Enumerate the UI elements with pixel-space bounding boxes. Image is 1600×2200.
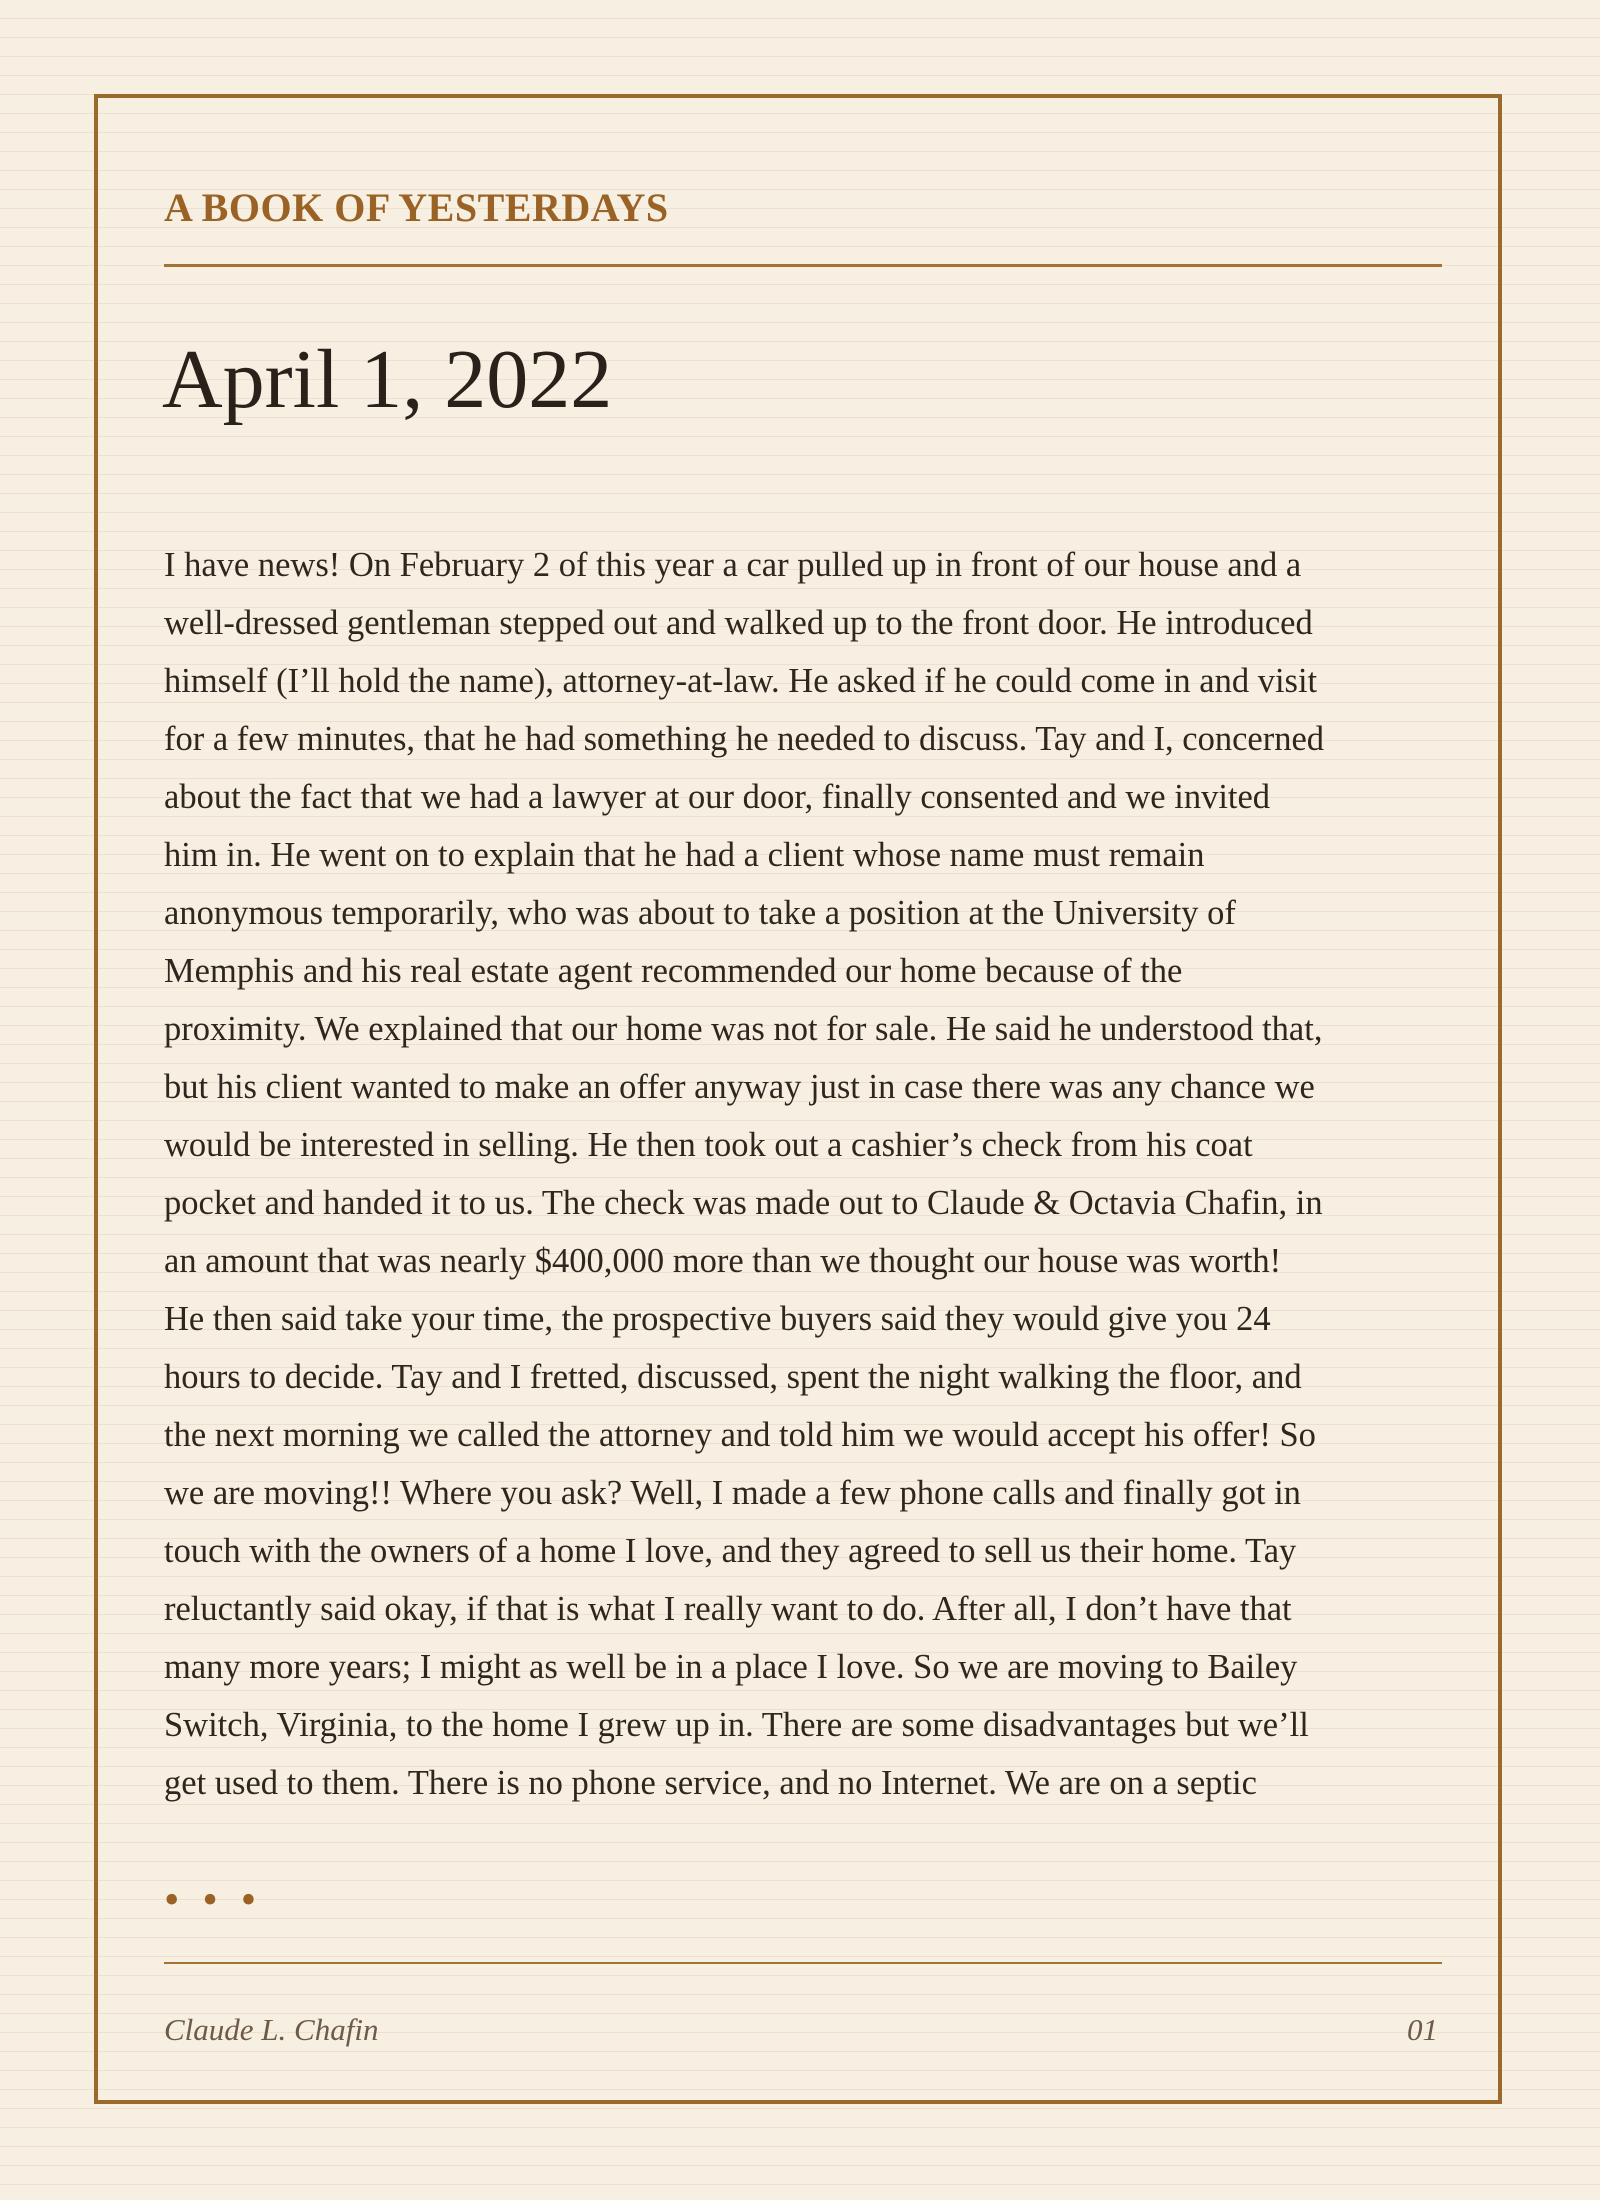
book-title: A BOOK OF YESTERDAYS xyxy=(164,185,669,230)
entry-line: Switch, Virginia, to the home I grew up in. There are some disadvantages but we’ll xyxy=(164,1706,1309,1744)
entry-line: an amount that was nearly $400,000 more than we thought our house was worth! xyxy=(164,1242,1282,1280)
entry-date: April 1, 2022 xyxy=(162,333,613,426)
entry-line: well-dressed gentleman stepped out and walked up to the front door. He introduced xyxy=(164,604,1313,642)
entry-line: get used to them. There is no phone service, and no Internet. We are on a septic xyxy=(164,1764,1257,1802)
entry-body xyxy=(164,536,1454,1812)
entry-line: touch with the owners of a home I love, and they agreed to sell us their home. Tay xyxy=(164,1532,1297,1570)
entry-line: Memphis and his real estate agent recommended our home because of the xyxy=(164,952,1183,990)
entry-line: about the fact that we had a lawyer at our door, finally consented and we invited xyxy=(164,778,1271,816)
entry-line: He then said take your time, the prospective buyers said they would give you 24 xyxy=(164,1300,1271,1338)
entry-line: himself (I’ll hold the name), attorney-at-law. He asked if he could come in and visit xyxy=(164,662,1318,700)
entry-line: anonymous temporarily, who was about to take a position at the University of xyxy=(164,894,1236,932)
entry-line: proximity. We explained that our home was not for sale. He said he understood that, xyxy=(164,1010,1323,1048)
entry-line: I have news! On February 2 of this year a car pulled up in front of our house and a xyxy=(164,546,1302,584)
entry-line: pocket and handed it to us. The check was made out to Claude & Octavia Chafin, in xyxy=(164,1184,1323,1222)
entry-line: the next morning we called the attorney and told him we would accept his offer! So xyxy=(164,1416,1316,1454)
header-divider xyxy=(164,264,1442,267)
entry-line: many more years; I might as well be in a place I love. So we are moving to Bailey xyxy=(164,1648,1298,1686)
footer-divider xyxy=(164,1962,1442,1964)
entry-line: would be interested in selling. He then took out a cashier’s check from his coat xyxy=(164,1126,1253,1164)
entry-line: reluctantly said okay, if that is what I really want to do. After all, I don’t have that xyxy=(164,1590,1292,1628)
page-frame xyxy=(94,94,1502,2104)
entry-line: hours to decide. Tay and I fretted, discussed, spent the night walking the floor, and xyxy=(164,1358,1302,1396)
entry-line: him in. He went on to explain that he had a client whose name must remain xyxy=(164,836,1205,874)
continuation-ellipsis: • • • xyxy=(164,1875,263,1924)
page-number: 01 xyxy=(1407,2012,1438,2047)
entry-line: but his client wanted to make an offer anyway just in case there was any chance we xyxy=(164,1068,1315,1106)
entry-line: we are moving!! Where you ask? Well, I made a few phone calls and finally got in xyxy=(164,1474,1301,1512)
entry-line: for a few minutes, that he had something he needed to discuss. Tay and I, concerned xyxy=(164,720,1325,758)
footer-author: Claude L. Chafin xyxy=(164,2012,379,2047)
